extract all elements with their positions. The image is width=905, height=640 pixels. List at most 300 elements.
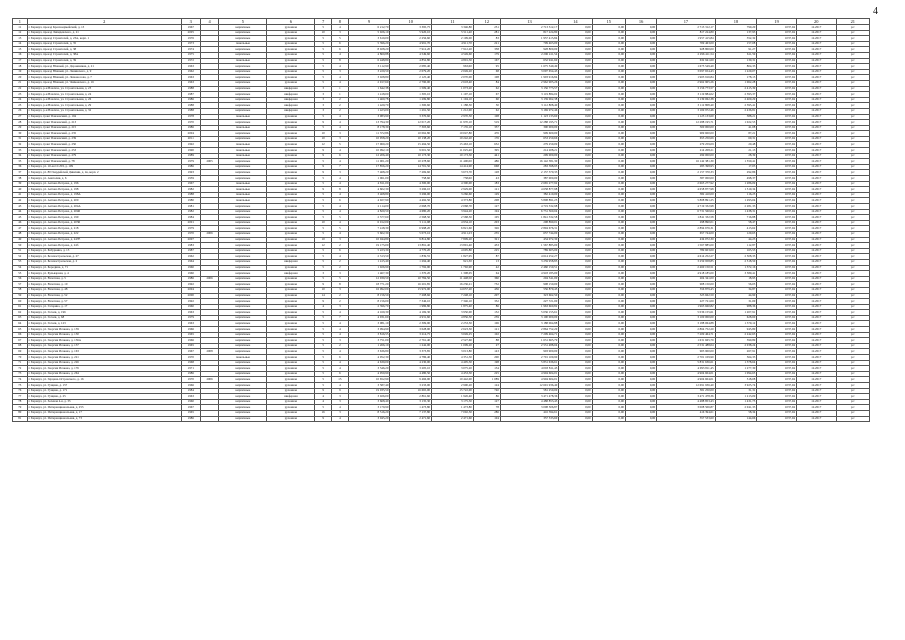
table-cell: 5 xyxy=(315,231,332,237)
table-cell: панельные xyxy=(219,187,267,193)
table-cell: 14 657,20 xyxy=(432,287,474,293)
table-cell: 3 008 506,87 xyxy=(657,405,715,411)
table-cell: 0,00 xyxy=(625,293,656,299)
table-cell: 62 xyxy=(473,108,500,114)
table-cell: 121 xyxy=(473,327,500,333)
table-cell: 4 xyxy=(315,394,332,400)
table-cell: 0,00 xyxy=(592,360,625,366)
table-cell: 33 xyxy=(13,148,28,154)
table-cell: 486 xyxy=(473,159,500,165)
table-cell: 1967 xyxy=(181,405,200,411)
table-cell: 2 761,40 xyxy=(390,338,432,344)
table-cell: 0,00 xyxy=(559,248,592,254)
table-cell: 3 546,20 xyxy=(348,366,390,372)
table-cell: 1037,04 xyxy=(757,299,797,305)
table-cell: 12.2017 xyxy=(796,343,836,349)
table-cell: 0,00 xyxy=(625,176,656,182)
table-cell: 298 890,01 xyxy=(500,220,558,226)
table-cell: шиферная xyxy=(267,92,315,98)
table-cell: 1037,04 xyxy=(757,248,797,254)
table-cell: р/с xyxy=(836,114,869,120)
table-cell: 12.2017 xyxy=(796,265,836,271)
table-cell: р/с xyxy=(836,287,869,293)
table-cell: 4 xyxy=(332,405,349,411)
table-cell: 2000 xyxy=(181,293,200,299)
table-cell: кирпичные xyxy=(219,52,267,58)
table-cell: 1037,04 xyxy=(757,371,797,377)
header-cell: 10 xyxy=(390,19,432,25)
table-cell: 105 xyxy=(473,215,500,221)
table-cell: 4 453,30 xyxy=(432,371,474,377)
table-cell: 58 xyxy=(13,287,28,293)
table-cell: 4 492,50 xyxy=(390,198,432,204)
table-cell: 4 300,00 xyxy=(390,181,432,187)
table-cell: 0,00 xyxy=(559,108,592,114)
table-cell: кирпичные xyxy=(219,220,267,226)
table-cell: 1037,04 xyxy=(757,366,797,372)
table-cell: 128 xyxy=(473,170,500,176)
table-cell: 928 800,00 xyxy=(657,47,715,53)
table-cell: 0,00 xyxy=(592,377,625,383)
table-cell: 3 xyxy=(315,97,332,103)
table-cell: 87,21 xyxy=(715,131,757,137)
table-cell: кирпичные xyxy=(219,120,267,126)
table-cell: 2 701 109,90 xyxy=(657,355,715,361)
table-cell: 1 022,55 xyxy=(715,120,757,126)
table-cell: 3 259 958,85 xyxy=(500,259,558,265)
table-cell: 4 xyxy=(332,366,349,372)
table-cell: 20 xyxy=(13,75,28,81)
table-cell: 4 300,00 xyxy=(432,181,474,187)
table-cell: 1 229,07 xyxy=(715,69,757,75)
table-cell: 41,08 xyxy=(715,125,757,131)
table-cell: 1037,04 xyxy=(757,360,797,366)
table-cell: 4 xyxy=(332,220,349,226)
table-cell: 4 xyxy=(332,332,349,338)
table-cell: рулонная xyxy=(267,131,315,137)
table-cell: 5 xyxy=(332,215,349,221)
header-cell: 11 xyxy=(432,19,474,25)
table-cell: 0,00 xyxy=(592,170,625,176)
table-cell: г. Барнаул, ул. Гагарина, д. 17 xyxy=(27,304,181,310)
table-cell: 0,00 xyxy=(592,114,625,120)
table-cell: 4 911,70 xyxy=(432,41,474,47)
table-cell: 5 xyxy=(315,64,332,70)
table-cell: рулонная xyxy=(267,114,315,120)
table-cell: г. Барнаул, ул. Герцена-Островского, д. 16 xyxy=(27,377,181,383)
table-cell: 1 957 415,84 xyxy=(657,36,715,42)
table-cell: 1 242,00 xyxy=(390,343,432,349)
table-cell: 3 925,74 xyxy=(715,383,757,389)
table-cell: 519 xyxy=(473,120,500,126)
table-cell: 1037,04 xyxy=(757,394,797,400)
table-cell: 1 963 660,82 xyxy=(657,304,715,310)
table-cell: 4 169,30 xyxy=(390,310,432,316)
table-cell: г. Барнаул, ул. Бесенастрельская, д. 27 xyxy=(27,254,181,260)
table-cell: 69 xyxy=(13,349,28,355)
table-cell: г. Барнаул, тракт Павловский, д. 279 xyxy=(27,153,181,159)
table-cell: 0,00 xyxy=(592,80,625,86)
table-cell: 12.2017 xyxy=(796,131,836,137)
table-cell: 2 508,35 xyxy=(715,254,757,260)
table-cell: 10 xyxy=(315,136,332,142)
table-cell: 1 675 549,49 xyxy=(500,64,558,70)
table-cell: р/с xyxy=(836,153,869,159)
table-cell: 6 xyxy=(332,371,349,377)
table-cell: 12.2017 xyxy=(796,243,836,249)
table-cell: 1037,04 xyxy=(757,410,797,416)
table-cell: 0,00 xyxy=(559,131,592,137)
table-cell: 1 293,04 xyxy=(715,198,757,204)
table-cell: 102 xyxy=(473,332,500,338)
table-cell: 12.2017 xyxy=(796,237,836,243)
table-cell: кирпичные xyxy=(219,343,267,349)
table-cell: 91,27 xyxy=(715,47,757,53)
table-cell: 0,00 xyxy=(559,259,592,265)
table-cell: г. Барнаул, ул. Гоголя, д. 196 xyxy=(27,310,181,316)
table-cell: г. Барнаул, проезд Южный, ул. Дорожников, д. 21 xyxy=(27,64,181,70)
table-cell: 2 079,20 xyxy=(390,69,432,75)
table-cell: р/с xyxy=(836,366,869,372)
table-cell: 1981 xyxy=(181,204,200,210)
table-cell: 3 370,60 xyxy=(390,114,432,120)
table-cell: р/с xyxy=(836,248,869,254)
table-cell: 4 xyxy=(332,114,349,120)
table-cell: 5 xyxy=(315,366,332,372)
table-cell: 227 721,00 xyxy=(657,299,715,305)
table-cell: 1037,04 xyxy=(757,209,797,215)
table-cell: 0,00 xyxy=(559,394,592,400)
table-cell: 10 958,20 xyxy=(348,136,390,142)
table-cell: 0,00 xyxy=(625,92,656,98)
table-cell: 0,00 xyxy=(592,97,625,103)
table-cell: 203 xyxy=(473,220,500,226)
table-cell: 10 442,00 xyxy=(432,377,474,383)
table-cell: 4 950,90 xyxy=(348,371,390,377)
table-cell: 104 xyxy=(473,416,500,422)
table-cell: г. Барнаул, ул. Георгия Исакова, д. 137 xyxy=(27,343,181,349)
table-cell: кирпичные xyxy=(219,410,267,416)
table-cell: 0,00 xyxy=(592,366,625,372)
table-cell: 1 473,80 xyxy=(390,405,432,411)
table-cell: рулонная xyxy=(267,254,315,260)
table-cell: рулонная xyxy=(267,332,315,338)
table-cell: 0,00 xyxy=(592,243,625,249)
table-cell: р/с xyxy=(836,231,869,237)
table-cell: 16 092,00 xyxy=(348,287,390,293)
table-cell: 357 533,60 xyxy=(500,416,558,422)
table-cell: 388,21 xyxy=(715,114,757,120)
table-cell: рулонная xyxy=(267,64,315,70)
table-cell: 2 409,29 xyxy=(715,97,757,103)
table-cell: 709 463,00 xyxy=(500,41,558,47)
table-cell: 358 xyxy=(473,47,500,53)
table-cell: 35 xyxy=(13,159,28,165)
table-cell: 16 665,00 xyxy=(390,388,432,394)
table-cell: 0,00 xyxy=(625,248,656,254)
table-cell: 13 891,40 xyxy=(390,243,432,249)
table-cell: кирпичные xyxy=(219,108,267,114)
table-cell: 2 396,70 xyxy=(348,304,390,310)
table-cell: 908 150,00 xyxy=(657,282,715,288)
table-cell: р/с xyxy=(836,47,869,53)
table-cell: 4 093 811,45 xyxy=(500,366,558,372)
table-cell: 0,00 xyxy=(592,187,625,193)
table-cell: г. Барнаул, ул. Бесенастрельская, д. 2 xyxy=(27,259,181,265)
table-cell: 3 xyxy=(332,410,349,416)
table-cell: 124 xyxy=(473,383,500,389)
table-cell: 4 820,50 xyxy=(348,209,390,215)
table-cell: 67 xyxy=(13,338,28,344)
table-cell: 1 438,31 xyxy=(715,209,757,215)
table-cell: 2011 xyxy=(181,136,200,142)
table-cell: г. Барнаул, ул. Антона Петрова, д. 222 xyxy=(27,231,181,237)
table-cell: 3 xyxy=(315,271,332,277)
table-cell: 10 138,20 xyxy=(390,136,432,142)
table-cell: 6 xyxy=(332,41,349,47)
table-cell: 2 xyxy=(332,259,349,265)
table-cell: кирпичные xyxy=(219,215,267,221)
table-cell: 4 169,30 xyxy=(348,310,390,316)
table-cell: 292,86 xyxy=(715,170,757,176)
table-cell: г. Барнаул, ул. Взлетная, д. 57 xyxy=(27,299,181,305)
table-cell: 0,00 xyxy=(592,181,625,187)
table-cell: 0,00 xyxy=(625,315,656,321)
table-cell: 2 531 488,04 xyxy=(657,343,715,349)
table-cell: 50 xyxy=(473,103,500,109)
table-cell: 6 xyxy=(332,355,349,361)
table-cell: 12 691 936,40 xyxy=(657,383,715,389)
table-cell: 4 918 185,00 xyxy=(500,271,558,277)
table-cell: 14 xyxy=(13,41,28,47)
table-cell: 3 112 808,40 xyxy=(657,103,715,109)
table-cell: 0,00 xyxy=(625,265,656,271)
table-cell: р/с xyxy=(836,332,869,338)
table-cell: 283 398,95 xyxy=(657,164,715,170)
table-cell: 50 xyxy=(13,243,28,249)
table-cell: 1963 xyxy=(181,321,200,327)
table-cell: р/с xyxy=(836,254,869,260)
header-cell: 7 xyxy=(315,19,332,25)
table-cell: р/с xyxy=(836,293,869,299)
table-cell: кирпичные xyxy=(219,25,267,31)
table-cell: 0,00 xyxy=(559,75,592,81)
table-cell: 4 373,80 xyxy=(432,198,474,204)
table-cell: 200 xyxy=(473,355,500,361)
table-cell: 3 188 064,88 xyxy=(657,321,715,327)
table-cell: 2 415,39 xyxy=(715,86,757,92)
table-cell: 0,00 xyxy=(625,120,656,126)
table-cell: г. Барнаул, р-н Власиха, ул. Строительная, д. 26 xyxy=(27,97,181,103)
table-cell: 34,87 xyxy=(715,287,757,293)
table-cell: 2 xyxy=(332,108,349,114)
table-cell: 2 577,60 xyxy=(348,215,390,221)
table-cell: г. Барнаул, ул. Георгия Исакова, д. 130 xyxy=(27,332,181,338)
table-cell: 5 xyxy=(315,338,332,344)
table-cell: 1037,04 xyxy=(757,176,797,182)
table-cell: 1037,04 xyxy=(757,52,797,58)
table-cell: 3 008 506,87 xyxy=(500,405,558,411)
table-cell: 1037,04 xyxy=(757,405,797,411)
table-cell: 12.2017 xyxy=(796,69,836,75)
table-cell: 12.2017 xyxy=(796,108,836,114)
table-cell: 0,00 xyxy=(625,69,656,75)
page-number: 4 xyxy=(873,6,878,17)
table-cell: 15 xyxy=(332,377,349,383)
table-cell: 0,00 xyxy=(625,355,656,361)
table-cell: рулонная xyxy=(267,69,315,75)
table-cell: 3 373,85 xyxy=(390,349,432,355)
table-cell: 24 xyxy=(13,97,28,103)
table-cell: 71 xyxy=(13,360,28,366)
table-cell: 4 911,23 xyxy=(432,231,474,237)
table-cell: 0,00 xyxy=(559,271,592,277)
table-cell: 0,00 xyxy=(592,86,625,92)
table-cell: 1037,04 xyxy=(757,192,797,198)
table-cell: 0,00 xyxy=(625,231,656,237)
table-cell: 12.2017 xyxy=(796,36,836,42)
table-cell: 16 142 381,30 xyxy=(500,159,558,165)
table-cell: 3 673,70 xyxy=(432,170,474,176)
table-cell: р/с xyxy=(836,410,869,416)
table-cell: 0,00 xyxy=(625,58,656,64)
table-cell: 4 351,30 xyxy=(432,355,474,361)
table-cell: г. Барнаул, ул. Взлетная, д. 10 xyxy=(27,282,181,288)
table-cell: 2 296 411,54 xyxy=(657,52,715,58)
table-cell: 1037,04 xyxy=(757,36,797,42)
table-cell: 4 xyxy=(332,148,349,154)
table-cell: 12.2017 xyxy=(796,332,836,338)
table-cell: 0,00 xyxy=(592,265,625,271)
table-cell: р/с xyxy=(836,259,869,265)
table-cell: 1037,04 xyxy=(757,125,797,131)
table-cell: г. Барнаул, проезд Строителей, д. 35 xyxy=(27,41,181,47)
table-cell: 0,00 xyxy=(559,343,592,349)
table-cell: р/с xyxy=(836,360,869,366)
table-cell: 5 xyxy=(315,276,332,282)
table-cell: 286 xyxy=(473,410,500,416)
table-cell: 7 418,30 xyxy=(348,226,390,232)
table-cell: кирпичные xyxy=(219,204,267,210)
table-cell: 2 313,50 xyxy=(348,254,390,260)
table-cell: 456 xyxy=(473,287,500,293)
table-cell: 3 xyxy=(315,103,332,109)
table-cell: 0,00 xyxy=(559,103,592,109)
table-cell: 7 912,20 xyxy=(390,47,432,53)
table-cell xyxy=(200,416,219,422)
table-cell: рулонная xyxy=(267,360,315,366)
table-cell: 4 904 604,01 xyxy=(657,371,715,377)
table-cell: 1037,04 xyxy=(757,75,797,81)
table-cell: р/с xyxy=(836,164,869,170)
table-cell: 6 xyxy=(332,198,349,204)
table-cell: 817 224,80 xyxy=(500,30,558,36)
table-cell: 1965 xyxy=(181,332,200,338)
table-cell: панельные xyxy=(219,58,267,64)
table-cell: р/с xyxy=(836,276,869,282)
table-cell: кирпичные xyxy=(219,332,267,338)
table-cell: 4 614 252,27 xyxy=(657,254,715,260)
table-cell: 2 125,40 xyxy=(390,75,432,81)
table-cell: 121 xyxy=(473,187,500,193)
table-cell: 167 xyxy=(473,58,500,64)
table-cell: 0,00 xyxy=(592,136,625,142)
table-cell: 10 652,90 xyxy=(348,377,390,383)
table-cell: 581 250,00 xyxy=(500,388,558,394)
table-cell: 1963 xyxy=(181,75,200,81)
table-cell: 41 xyxy=(13,192,28,198)
table-cell: г. Барнаул, проезд Ляпидевского, д. 21 xyxy=(27,30,181,36)
table-cell: 11 448,50 xyxy=(432,276,474,282)
table-cell: 207 xyxy=(473,293,500,299)
table-cell: рулонная xyxy=(267,327,315,333)
table-cell: 5 511,40 xyxy=(432,30,474,36)
table-cell: 0,00 xyxy=(625,220,656,226)
table-cell: 5 xyxy=(315,75,332,81)
table-cell: шиферная xyxy=(267,86,315,92)
table-cell: 12.2017 xyxy=(796,97,836,103)
table-cell: рулонная xyxy=(267,181,315,187)
table-cell: 1037,04 xyxy=(757,220,797,226)
table-cell: 0,00 xyxy=(625,164,656,170)
table-cell: 0,00 xyxy=(625,170,656,176)
table-cell: 1037,04 xyxy=(757,170,797,176)
table-cell: 5 xyxy=(315,215,332,221)
table-cell: 4 904 604,01 xyxy=(500,371,558,377)
table-cell: 357 xyxy=(473,125,500,131)
table-cell: 5 602,30 xyxy=(348,231,390,237)
table-cell: 4 xyxy=(315,399,332,405)
table-cell: 1 300,60 xyxy=(390,103,432,109)
table-cell: 4 xyxy=(332,125,349,131)
table-cell: 1037,04 xyxy=(757,321,797,327)
table-cell: рулонная xyxy=(267,383,315,389)
table-cell: 0,00 xyxy=(559,282,592,288)
table-cell: г. Барнаул, р-н Власиха, ул. Строительная, д. 29 xyxy=(27,103,181,109)
table-cell: 3 xyxy=(332,304,349,310)
table-cell: 16 201,85 xyxy=(390,282,432,288)
table-cell: рулонная xyxy=(267,159,315,165)
table-cell: 17 856,20 xyxy=(348,164,390,170)
table-cell: 0,00 xyxy=(559,310,592,316)
table-cell: 0,00 xyxy=(625,394,656,400)
table-cell: 12.2017 xyxy=(796,47,836,53)
table-cell: шиферная xyxy=(267,259,315,265)
table-cell: 12.2017 xyxy=(796,125,836,131)
table-cell: 11 400,00 xyxy=(432,159,474,165)
header-cell: 21 xyxy=(836,19,869,25)
table-cell: 6 xyxy=(332,47,349,53)
table-cell: 0,00 xyxy=(559,192,592,198)
table-cell: 453 xyxy=(473,243,500,249)
table-cell: кирпичные xyxy=(219,164,267,170)
table-cell: 1974 xyxy=(181,47,200,53)
table-cell: 31,31 xyxy=(715,388,757,394)
table-cell: 963,60 xyxy=(432,64,474,70)
table-cell: 0,00 xyxy=(625,366,656,372)
table-cell: 12.2017 xyxy=(796,287,836,293)
table-cell: 16 142 381,30 xyxy=(657,159,715,165)
table-cell: 1 903 916,84 xyxy=(500,75,558,81)
table-cell: 18 771,20 xyxy=(348,282,390,288)
table-cell: 36 xyxy=(13,164,28,170)
table-cell: 387 000,00 xyxy=(657,176,715,182)
table-cell: р/с xyxy=(836,170,869,176)
table-cell: 4 xyxy=(332,181,349,187)
table-cell: 0,00 xyxy=(625,332,656,338)
table-cell: 0,00 xyxy=(559,164,592,170)
table-cell: 0,00 xyxy=(592,120,625,126)
